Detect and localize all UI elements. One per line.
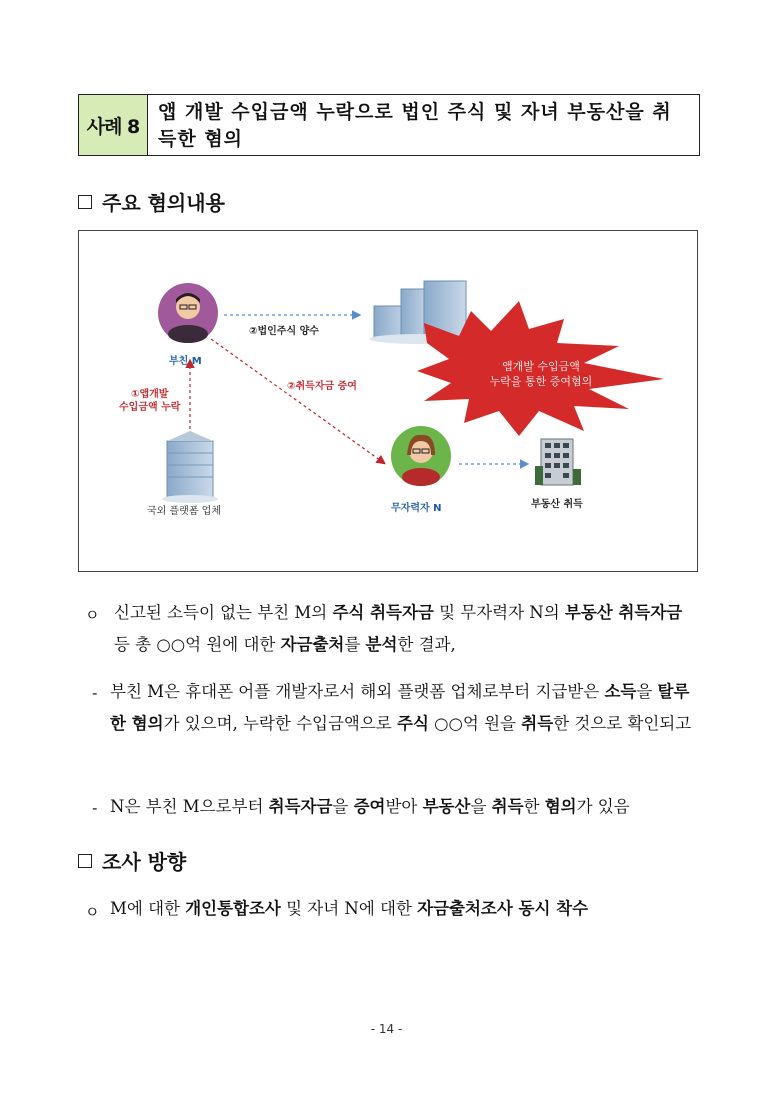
real-estate-building-icon bbox=[535, 439, 581, 485]
burst-line-1: 앱개발 수입금액 bbox=[502, 360, 580, 373]
person-m-label: 부친 M bbox=[169, 356, 202, 367]
emphasis-text: 주식 취득자금 bbox=[332, 603, 434, 622]
bullet-dash: - bbox=[92, 684, 98, 702]
body-text: N은 부친 M으로부터 bbox=[110, 797, 269, 816]
emphasis-text: 자금출처조사 동시 착수 bbox=[417, 899, 589, 918]
section-heading-direction bbox=[78, 846, 186, 875]
case-header-box bbox=[78, 94, 700, 156]
bullet-circle: ㅇ bbox=[85, 606, 100, 624]
body-text: 가 있음 bbox=[576, 797, 630, 816]
body-text: 을 bbox=[332, 797, 354, 816]
bullet-dash: - bbox=[92, 799, 98, 817]
person-n-avatar-icon bbox=[391, 426, 451, 486]
emphasis-text: 증여 bbox=[353, 797, 386, 816]
body-text: 을 bbox=[470, 797, 492, 816]
emphasis-text: 취득자금 bbox=[268, 797, 333, 816]
body-text: 을 bbox=[636, 682, 658, 701]
body-text: 등 총 ○○억 원에 대한 bbox=[114, 635, 281, 654]
body-text: M에 대한 bbox=[110, 899, 186, 918]
emphasis-text: 주식 bbox=[397, 714, 429, 733]
body-text: 및 자녀 N에 대한 bbox=[280, 899, 418, 918]
body-text: 한 것으로 확인되고 bbox=[553, 714, 692, 733]
paragraph-child-gift bbox=[110, 791, 700, 823]
body-text: 를 bbox=[344, 635, 366, 654]
emphasis-text: 혐의 bbox=[544, 797, 577, 816]
burst-line-2: 누락을 통한 증여혐의 bbox=[489, 375, 593, 388]
fund-gift-label: ②취득자금 증여 bbox=[287, 381, 357, 392]
emphasis-text: 소득 bbox=[604, 682, 637, 701]
stock-transfer-label: ②법인주식 양수 bbox=[249, 326, 319, 337]
paragraph-father-income bbox=[110, 676, 700, 740]
emphasis-text: 자금출처 bbox=[280, 635, 345, 654]
body-text: 가 있으며, 누락한 수입금액으로 bbox=[163, 714, 397, 733]
bullet-circle: ㅇ bbox=[85, 903, 100, 921]
body-text: 한 bbox=[523, 797, 545, 816]
body-text: ○○억 원을 bbox=[428, 714, 522, 733]
allegation-diagram bbox=[78, 230, 698, 572]
section-title: 주요 혐의내용 bbox=[102, 191, 225, 215]
emphasis-text: 탈루한 혐의 bbox=[110, 682, 690, 733]
burst-text bbox=[471, 359, 611, 389]
body-text: 받아 bbox=[385, 797, 423, 816]
emphasis-text: 부동산 bbox=[422, 797, 471, 816]
case-title: 앱 개발 수입금액 누락으로 법인 주식 및 자녀 부동산을 취득한 혐의 bbox=[158, 101, 672, 150]
body-text: 및 무자력자 N의 bbox=[433, 603, 565, 622]
real-estate-label: 부동산 취득 bbox=[531, 499, 583, 510]
section-heading-allegation bbox=[78, 187, 225, 216]
emphasis-text: 개인통합조사 bbox=[185, 899, 281, 918]
arrow-fund-gift bbox=[211, 339, 384, 463]
paragraph-analysis bbox=[114, 597, 698, 661]
body-text: 부친 M은 휴대폰 어플 개발자로서 해외 플랫폼 업체로부터 지급받은 bbox=[110, 682, 605, 701]
body-text: 신고된 소득이 없는 부친 M의 bbox=[114, 603, 333, 622]
emphasis-text: 취득 bbox=[491, 797, 524, 816]
emphasis-text: 부동산 취득자금 bbox=[564, 603, 683, 622]
person-m-avatar-icon bbox=[158, 283, 218, 343]
case-label: 사례 8 bbox=[79, 95, 148, 155]
page-number: - 14 - bbox=[370, 1022, 403, 1036]
square-bullet-icon bbox=[78, 854, 92, 868]
emphasis-text: 분석 bbox=[365, 635, 398, 654]
square-bullet-icon bbox=[78, 195, 92, 209]
paragraph-direction bbox=[110, 893, 700, 925]
income-omission-label: ①앱개발 수입금액 누락 bbox=[119, 389, 181, 413]
section-title: 조사 방향 bbox=[102, 850, 187, 874]
body-text: 한 결과, bbox=[397, 635, 456, 654]
person-n-label: 무자력자 N bbox=[391, 503, 442, 514]
emphasis-text: 취득 bbox=[521, 714, 554, 733]
platform-label: 국외 플랫폼 업체 bbox=[147, 506, 221, 517]
platform-building-icon bbox=[162, 431, 218, 503]
